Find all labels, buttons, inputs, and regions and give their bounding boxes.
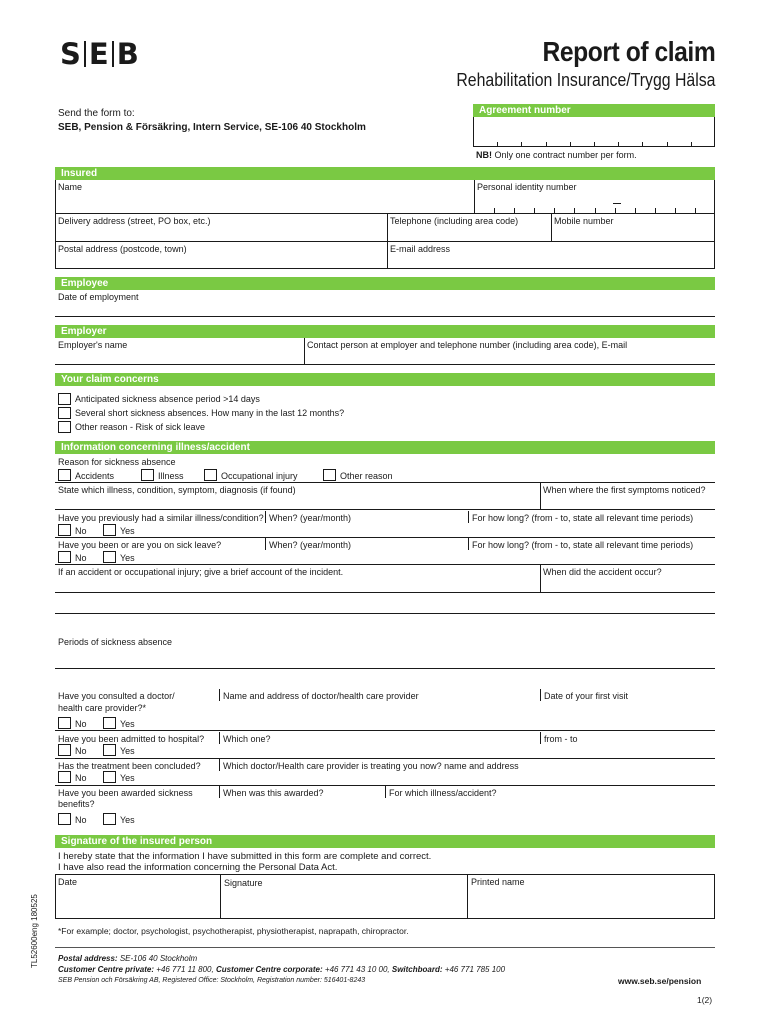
which-hospital-field[interactable]: [221, 745, 538, 757]
reason-accidents-checkbox[interactable]: [58, 469, 71, 481]
concern-label-2: Several short sickness absences. How many in the last 12 months?: [75, 408, 345, 418]
similar-no-label: No: [75, 526, 87, 536]
name-label: Name: [58, 182, 83, 192]
digit-separator: [497, 142, 498, 147]
employment-date-label: Date of employment: [58, 292, 139, 302]
pin-label: Personal identity number: [477, 182, 577, 192]
hospital-yes-label: Yes: [120, 746, 135, 756]
similar-no-checkbox[interactable]: [58, 524, 71, 536]
sick-leave-no-checkbox[interactable]: [58, 551, 71, 563]
symptoms-date-field[interactable]: [541, 496, 714, 509]
doctor-question-2: health care provider?*: [58, 703, 147, 713]
awarded-yes-checkbox[interactable]: [103, 813, 116, 825]
which-hospital-label: Which one?: [223, 734, 271, 744]
digit-separator: [642, 142, 643, 147]
digit-separator: [691, 142, 692, 147]
printed-name-label: Printed name: [471, 877, 525, 887]
similar-yes-checkbox[interactable]: [103, 524, 116, 536]
seb-logo: S E B: [60, 37, 139, 71]
mobile-field[interactable]: [552, 227, 714, 241]
awarded-which-label: For which illness/accident?: [389, 788, 497, 798]
first-visit-field[interactable]: [542, 702, 714, 728]
doctor-yes-label: Yes: [120, 719, 135, 729]
concluded-no-label: No: [75, 773, 87, 783]
page-subtitle: Rehabilitation Insurance/Trygg Hälsa: [455, 70, 715, 90]
footnote: *For example; doctor, psychologist, psychotherapist, physiotherapist, naprapath, chiropractor.: [58, 926, 409, 936]
awarded-yes-label: Yes: [120, 815, 135, 825]
email-field[interactable]: [388, 255, 714, 268]
signature-field[interactable]: [221, 889, 466, 918]
hospital-question: Have you been admitted to hospital?: [58, 734, 205, 744]
footer-url[interactable]: www.seb.se/pension: [618, 976, 702, 986]
reason-other-label: Other reason: [340, 471, 393, 481]
sick-leave-question: Have you been or are you on sick leave?: [58, 540, 222, 550]
sick-leave-how-long-label: For how long? (from - to, state all relevant time periods): [472, 540, 694, 550]
page-number: 1(2): [697, 995, 713, 1005]
employee-header: Employee: [55, 277, 715, 290]
hospital-no-checkbox[interactable]: [58, 744, 71, 756]
reason-accidents-label: Accidents: [75, 471, 115, 481]
hospital-from-to-label: from - to: [544, 734, 578, 744]
similar-yes-label: Yes: [120, 526, 135, 536]
concern-label-3: Other reason - Risk of sick leave: [75, 422, 206, 432]
signature-label: Signature: [224, 878, 263, 888]
awarded-no-checkbox[interactable]: [58, 813, 71, 825]
awarded-which-field[interactable]: [387, 799, 714, 823]
agreement-ticks: [473, 141, 715, 147]
form-code: TL52600eng 180525: [30, 894, 39, 968]
employer-contact-label: Contact person at employer and telephone number (including area code), E-mail: [307, 340, 628, 350]
signature-header: Signature of the insured person: [55, 835, 715, 848]
employment-date-field[interactable]: [56, 303, 714, 316]
sick-leave-when-label: When? (year/month): [269, 540, 352, 550]
accident-account-label: If an accident or occupational injury; give a brief account of the incident.: [58, 567, 344, 577]
doctor-name-field[interactable]: [221, 702, 538, 728]
awarded-when-field[interactable]: [221, 799, 383, 823]
concluded-no-checkbox[interactable]: [58, 771, 71, 783]
illness-header: Information concerning illness/accident: [55, 441, 715, 454]
employer-name-field[interactable]: [56, 351, 303, 364]
digit-separator: [570, 142, 571, 147]
similar-when-field[interactable]: [266, 524, 466, 536]
awarded-when-label: When was this awarded?: [223, 788, 324, 798]
concern-label-1: Anticipated sickness absence period >14 days: [75, 394, 260, 404]
hospital-yes-checkbox[interactable]: [103, 744, 116, 756]
awarded-no-label: No: [75, 815, 87, 825]
name-field[interactable]: [56, 193, 474, 212]
periods-label: Periods of sickness absence: [58, 637, 173, 647]
reason-label: Reason for sickness absence: [58, 457, 176, 467]
date-field[interactable]: [56, 889, 219, 918]
reason-occupational-checkbox[interactable]: [204, 469, 217, 481]
sick-leave-no-label: No: [75, 553, 87, 563]
digit-separator: [667, 142, 668, 147]
concern-checkbox-1[interactable]: [58, 393, 71, 405]
digit-separator: [618, 142, 619, 147]
awarded-question-1: Have you been awarded sickness: [58, 788, 193, 798]
page-title: Report of claim: [542, 36, 715, 67]
similar-illness-question: Have you previously had a similar illness/condition?: [58, 513, 264, 523]
treatment-concluded-question: Has the treatment been concluded?: [58, 761, 201, 771]
footer-phones: Customer Centre private: +46 771 11 800, Customer Centre corporate: +46 771 43 10 00, Switchboard: +46 771 785 100: [58, 965, 506, 974]
sick-leave-yes-checkbox[interactable]: [103, 551, 116, 563]
treating-doctor-field[interactable]: [221, 772, 714, 784]
date-label: Date: [58, 877, 78, 887]
concluded-yes-checkbox[interactable]: [103, 771, 116, 783]
sick-leave-how-long-field[interactable]: [470, 551, 714, 563]
delivery-label: Delivery address (street, PO box, etc.): [58, 216, 211, 226]
reason-illness-label: Illness: [158, 471, 184, 481]
awarded-question-2: benefits?: [58, 799, 95, 809]
periods-field[interactable]: [56, 648, 714, 667]
symptoms-when-label: When where the first symptoms noticed?: [543, 485, 706, 495]
treating-doctor-label: Which doctor/Health care provider is treating you now? name and address: [223, 761, 519, 771]
agreement-header: Agreement number: [473, 104, 715, 117]
printed-name-field[interactable]: [468, 889, 714, 918]
employer-contact-field[interactable]: [306, 351, 714, 364]
sick-leave-when-field[interactable]: [266, 551, 466, 563]
concluded-yes-label: Yes: [120, 773, 135, 783]
footer-postal: Postal address: SE-106 40 Stockholm: [58, 954, 198, 963]
accident-date-field[interactable]: [541, 578, 714, 591]
similar-how-long-field[interactable]: [470, 524, 714, 536]
reason-other-checkbox[interactable]: [323, 469, 336, 481]
employer-header: Employer: [55, 325, 715, 338]
postal-field[interactable]: [56, 255, 386, 268]
email-label: E-mail address: [390, 244, 451, 254]
concern-checkbox-3[interactable]: [58, 421, 71, 433]
doctor-no-checkbox[interactable]: [58, 717, 71, 729]
concerns-header: Your claim concerns: [55, 373, 715, 386]
doctor-name-label: Name and address of doctor/health care provider: [223, 691, 419, 701]
first-visit-label: Date of your first visit: [544, 691, 629, 701]
accident-account-field[interactable]: [56, 578, 539, 591]
send-address: SEB, Pension & Försäkring, Intern Service, SE-106 40 Stockholm: [58, 122, 366, 133]
telephone-field[interactable]: [388, 227, 550, 241]
footer-registered: SEB Pension och Försäkring AB, Registered Office: Stockholm, Registration number: 516401-8243: [58, 977, 366, 984]
similar-when-label: When? (year/month): [269, 513, 352, 523]
hospital-no-label: No: [75, 746, 87, 756]
insured-header: Insured: [55, 167, 715, 180]
signature-statement-1: I hereby state that the information I have submitted in this form are complete and correct.: [58, 851, 432, 862]
reason-illness-checkbox[interactable]: [141, 469, 154, 481]
delivery-field[interactable]: [56, 227, 386, 241]
illness-description-field[interactable]: [56, 496, 539, 509]
doctor-question-1: Have you consulted a doctor/: [58, 691, 175, 701]
telephone-label: Telephone (including area code): [390, 216, 519, 226]
digit-separator: [546, 142, 547, 147]
similar-how-long-label: For how long? (from - to, state all relevant time periods): [472, 513, 694, 523]
state-illness-label: State which illness, condition, symptom, diagnosis (if found): [58, 485, 296, 495]
digit-separator: [594, 142, 595, 147]
signature-statement-2: I have also read the information concerning the Personal Data Act.: [58, 862, 338, 873]
reason-occupational-label: Occupational injury: [221, 471, 298, 481]
doctor-yes-checkbox[interactable]: [103, 717, 116, 729]
accident-account-line-2[interactable]: [56, 593, 714, 613]
doctor-no-label: No: [75, 719, 87, 729]
hospital-from-to-field[interactable]: [542, 745, 714, 757]
nb-note: NB! Only one contract number per form.: [476, 150, 637, 160]
digit-separator: [521, 142, 522, 147]
employer-name-label: Employer's name: [58, 340, 128, 350]
sick-leave-yes-label: Yes: [120, 553, 135, 563]
accident-when-label: When did the accident occur?: [543, 567, 662, 577]
postal-label: Postal address (postcode, town): [58, 244, 187, 254]
concern-checkbox-2[interactable]: [58, 407, 71, 419]
mobile-label: Mobile number: [554, 216, 614, 226]
send-label: Send the form to:: [58, 108, 135, 119]
